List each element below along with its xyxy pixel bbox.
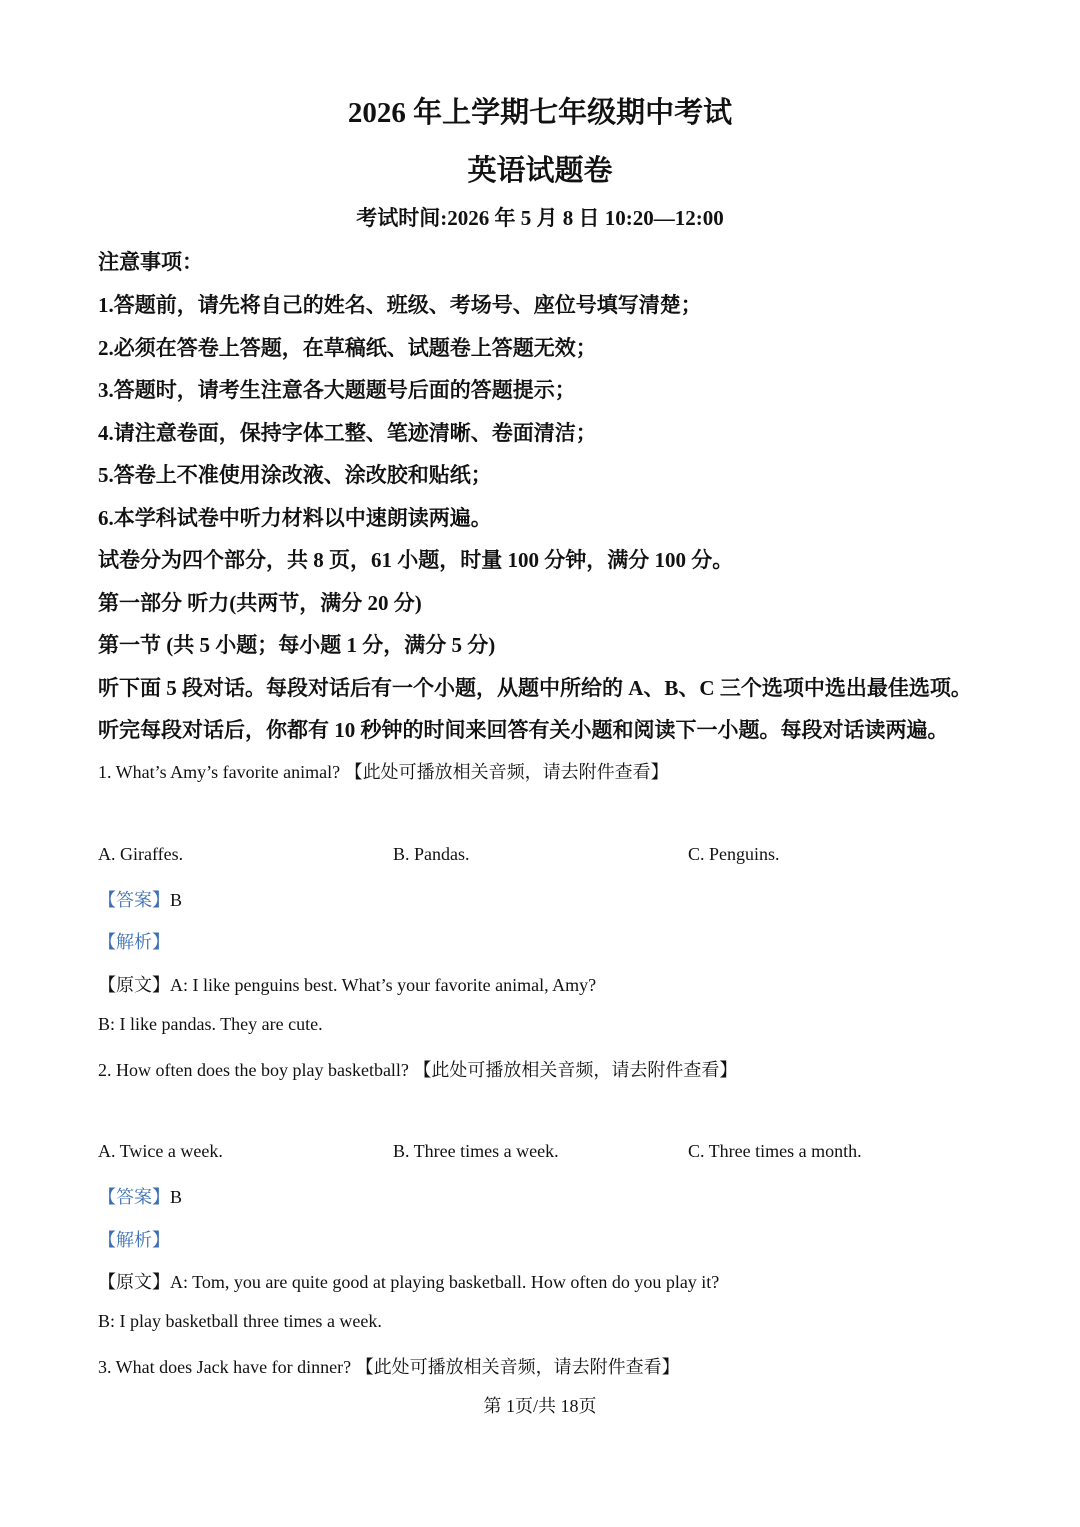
transcript-text: A: I like penguins best. What’s your favorite animal, Amy? [170,975,597,995]
analysis-label: 【解析】 [98,932,170,952]
transcript-label: 【原文】 [98,1272,170,1292]
transcript-line-a [98,971,596,997]
page-number: 第 1页/共 18页 [483,1396,597,1416]
transcript-line-a [98,1268,719,1294]
part-title: 第一部分 听力(共两节，满分 20 分) [98,591,422,615]
analysis-label: 【解析】 [98,1230,170,1250]
audio-note: 【此处可播放相关音频，请去附件查看】 [355,1357,680,1377]
answer-label: 【答案】 [98,1187,170,1207]
instruction-line-1: 听下面 5 段对话。每段对话后有一个小题，从题中所给的 A、B、C 三个选项中选出最佳选项。 [98,676,972,700]
answer-value: B [170,1187,183,1207]
analysis-line [98,928,170,954]
answer-line [98,1183,182,1209]
answer-value: B [170,890,183,910]
question-1 [98,758,669,784]
question-stem: 2. How often does the boy play basketball? [98,1060,409,1080]
transcript-line-b: B: I play basketball three times a week. [98,1311,382,1331]
exam-time: 考试时间:2026 年 5 月 8 日 10:20—12:00 [356,206,724,230]
notes-heading: 注意事项： [98,250,203,274]
option-b: B. Three times a week. [393,1141,559,1161]
question-stem: 1. What’s Amy’s favorite animal? [98,762,341,782]
note-item-6: 6.本学科试卷中听力材料以中速朗读两遍。 [98,506,492,530]
option-a: A. Giraffes. [98,844,184,864]
instruction-line-2: 听完每段对话后，你都有 10 秒钟的时间来回答有关小题和阅读下一小题。每段对话读两遍。 [98,718,949,742]
transcript-label: 【原文】 [98,975,170,995]
note-item-5: 5.答卷上不准使用涂改液、涂改胶和贴纸； [98,463,492,487]
exam-title: 2026 年上学期七年级期中考试 [347,97,733,129]
option-b: B. Pandas. [393,844,470,864]
option-c: C. Penguins. [688,844,780,864]
exam-summary: 试卷分为四个部分，共 8 页，61 小题，时量 100 分钟，满分 100 分。 [98,548,734,572]
transcript-text: A: Tom, you are quite good at playing basketball. How often do you play it? [170,1272,720,1292]
section-title: 第一节 (共 5 小题；每小题 1 分，满分 5 分) [98,633,496,657]
audio-note: 【此处可播放相关音频，请去附件查看】 [344,762,669,782]
note-item-1: 1.答题前，请先将自己的姓名、班级、考场号、座位号填写清楚； [98,293,702,317]
question-3 [98,1353,680,1379]
note-item-2: 2.必须在答卷上答题，在草稿纸、试题卷上答题无效； [98,336,597,360]
note-item-4: 4.请注意卷面，保持字体工整、笔迹清晰、卷面清洁； [98,421,597,445]
audio-note: 【此处可播放相关音频，请去附件查看】 [413,1060,738,1080]
question-stem: 3. What does Jack have for dinner? [98,1357,352,1377]
question-2 [98,1056,737,1082]
analysis-line [98,1226,170,1252]
option-c: C. Three times a month. [688,1141,862,1161]
answer-label: 【答案】 [98,890,170,910]
transcript-line-b: B: I like pandas. They are cute. [98,1014,323,1034]
option-a: A. Twice a week. [98,1141,223,1161]
exam-subtitle: 英语试题卷 [467,155,613,187]
note-item-3: 3.答题时，请考生注意各大题题号后面的答题提示； [98,378,576,402]
answer-line [98,886,182,912]
